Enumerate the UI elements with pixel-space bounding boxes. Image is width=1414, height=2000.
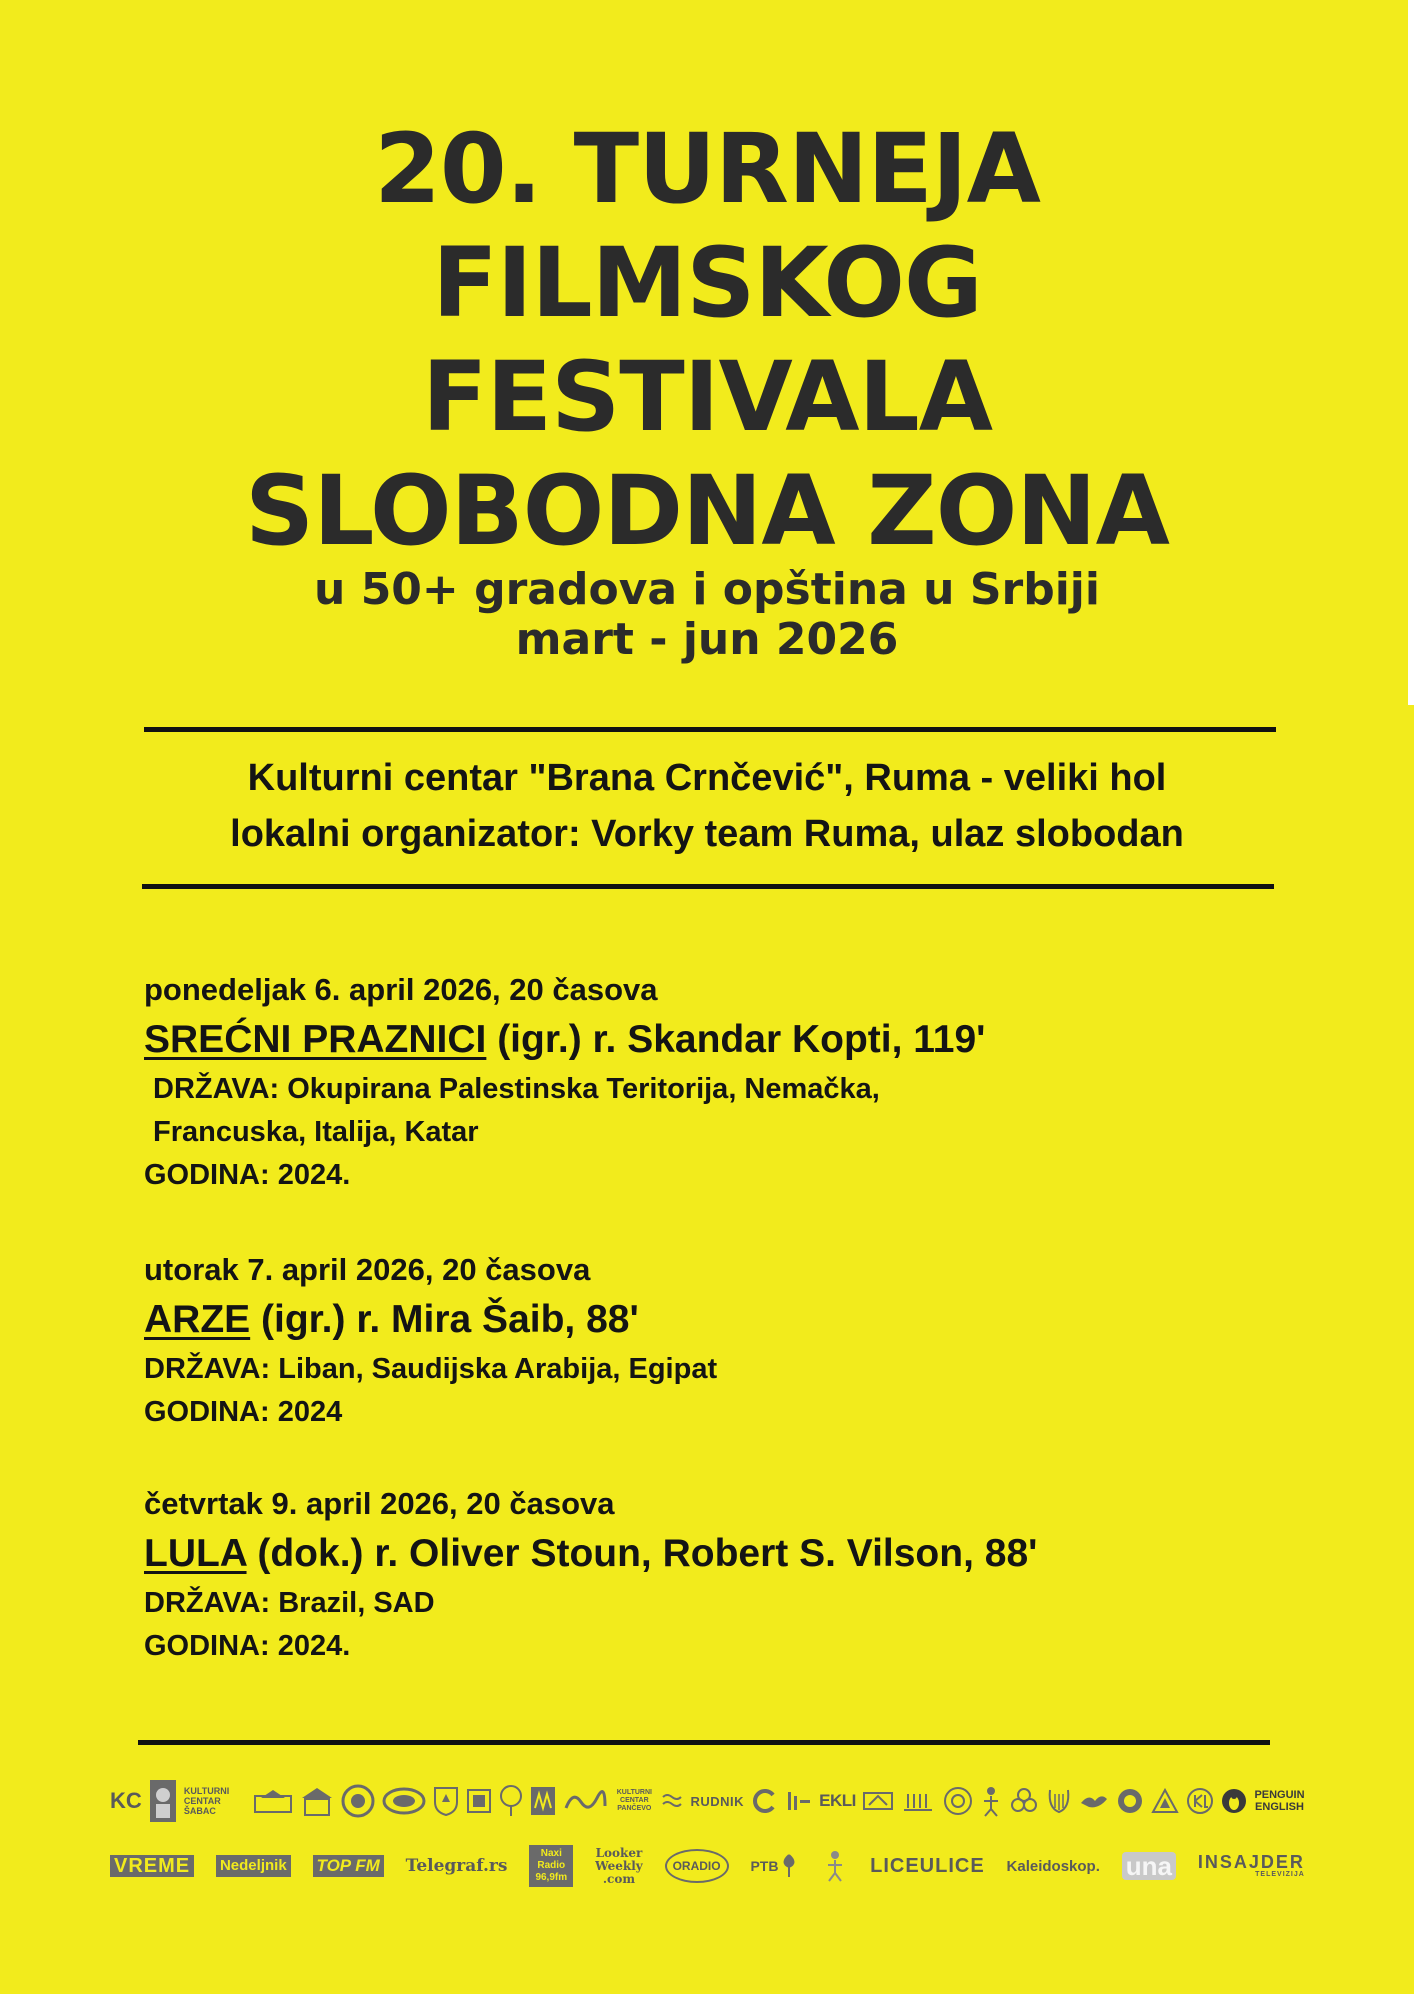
una-logo: una <box>1122 1852 1176 1880</box>
round-seal-logo-2 <box>943 1786 973 1816</box>
figure-logo-2 <box>822 1849 848 1883</box>
vreme-logo: VREME <box>110 1855 194 1877</box>
subtitle-dates: mart - jun 2026 <box>515 614 899 665</box>
kl-circle-logo <box>1186 1787 1214 1815</box>
screening-title <box>144 1526 1294 1582</box>
subtitle-cities: u 50+ gradova i opština u Srbiji <box>314 564 1100 615</box>
pin-logo <box>499 1784 523 1818</box>
round-seal-logo-1 <box>341 1784 375 1818</box>
bird-logo <box>1079 1789 1109 1813</box>
portrait-logo <box>149 1779 177 1823</box>
film-year: GODINA: 2024 <box>144 1396 343 1428</box>
screening-title <box>144 1012 1294 1068</box>
library-logo <box>900 1788 936 1814</box>
film-country: DRŽAVA: Liban, Saudijska Arabija, Egipat <box>144 1353 718 1385</box>
title-line-2: FILMSKOG <box>432 227 982 339</box>
organizer-line: lokalni organizator: Vorky team Ruma, ulaz slobodan <box>230 813 1184 855</box>
looker-weekly-logo: Looker Weekly .com <box>595 1845 643 1886</box>
screening-date: četvrtak 9. april 2026, 20 časova <box>144 1486 615 1521</box>
screening-date: ponedeljak 6. april 2026, 20 časova <box>144 972 658 1007</box>
rudnik-logo: RUDNIK <box>690 1793 744 1809</box>
page-edge-bottom <box>0 1994 1414 2000</box>
aw-logo <box>530 1786 556 1816</box>
nedeljnik-logo: Nedeljnik <box>216 1855 291 1877</box>
title-line-3: FESTIVALA <box>421 341 993 453</box>
kaleidoskop-logo: Kaleidoskop. <box>1006 1857 1100 1875</box>
film-title-link[interactable]: LULA <box>144 1532 247 1575</box>
film-title-link[interactable]: SREĆNI PRAZNICI <box>144 1018 487 1061</box>
sponsor-logos-row-1 <box>110 1776 1305 1826</box>
venue-line: Kulturni centar "Brana Crnčević", Ruma - veliki hol <box>247 757 1167 799</box>
liceulice-logo: LICEULICE <box>870 1854 985 1877</box>
film-country-cont: Francuska, Italija, Katar <box>153 1116 479 1148</box>
sponsor-logos-row-2 <box>110 1838 1305 1894</box>
film-year: GODINA: 2024. <box>144 1630 351 1662</box>
penguin-icon <box>1221 1788 1247 1814</box>
screening-1 <box>144 970 1294 1197</box>
rtv-logo: PTB <box>750 1853 800 1879</box>
film-credits: (igr.) r. Skandar Kopti, 119' <box>486 1018 986 1061</box>
divider-middle <box>142 884 1274 889</box>
tri-circle-logo <box>1009 1788 1039 1814</box>
oradio-logo: ORADIO <box>665 1849 729 1883</box>
title-line-4: SLOBODNA ZONA <box>245 455 1169 567</box>
film-credits: (dok.) r. Oliver Stoun, Robert S. Vilson, 88' <box>246 1532 1038 1575</box>
emblem-logo-1 <box>253 1788 293 1814</box>
screening-date: utorak 7. april 2026, 20 časova <box>144 1252 591 1287</box>
oval-logo <box>382 1787 426 1815</box>
film-country: DRŽAVA: Okupirana Palestinska Teritorija, Nemačka, <box>153 1073 880 1105</box>
lyre-logo <box>1046 1786 1072 1816</box>
wave-logo <box>661 1791 683 1811</box>
ekli-logo: EKLI <box>819 1791 856 1810</box>
topfm-logo: TOP FM <box>313 1855 384 1877</box>
screening-3 <box>144 1484 1294 1668</box>
festival-title <box>0 112 1414 568</box>
film-year: GODINA: 2024. <box>144 1159 351 1191</box>
screening-2 <box>144 1250 1294 1434</box>
divider-bottom <box>138 1740 1270 1745</box>
building-logo <box>300 1784 334 1818</box>
divider-top <box>144 727 1276 732</box>
figure-logo <box>980 1785 1002 1817</box>
crest-logo-2 <box>863 1789 893 1813</box>
penguin-english-logo: PENGUIN ENGLISH <box>1254 1789 1305 1813</box>
kc-logo: KC <box>110 1788 142 1813</box>
film-country: DRŽAVA: Brazil, SAD <box>144 1587 435 1619</box>
crest-logo-1 <box>433 1786 459 1816</box>
kc-pancevo-logo: KULTURNI CENTAR PANČEVO <box>616 1789 652 1812</box>
bars-logo <box>786 1788 812 1814</box>
c-circle-logo <box>751 1787 779 1815</box>
film-title-link[interactable]: ARZE <box>144 1298 251 1341</box>
script-logo <box>563 1788 607 1814</box>
square-logo-1 <box>466 1788 492 1814</box>
naxi-logo: Naxi Radio 96,9fm <box>529 1845 573 1887</box>
telegraf-logo: Telegraf.rs <box>405 1856 508 1876</box>
title-line-1: 20. TURNEJA <box>374 113 1040 225</box>
insajder-logo: INSAJDER TELEVIZIJA <box>1197 1852 1305 1878</box>
kc-sabac-logo: KULTURNI CENTAR ŠABAC <box>183 1786 230 1816</box>
round-seal-logo-3 <box>1116 1787 1144 1815</box>
triangle-logo <box>1151 1788 1179 1814</box>
screening-title <box>144 1292 1294 1348</box>
film-credits: (igr.) r. Mira Šaib, 88' <box>250 1298 639 1341</box>
